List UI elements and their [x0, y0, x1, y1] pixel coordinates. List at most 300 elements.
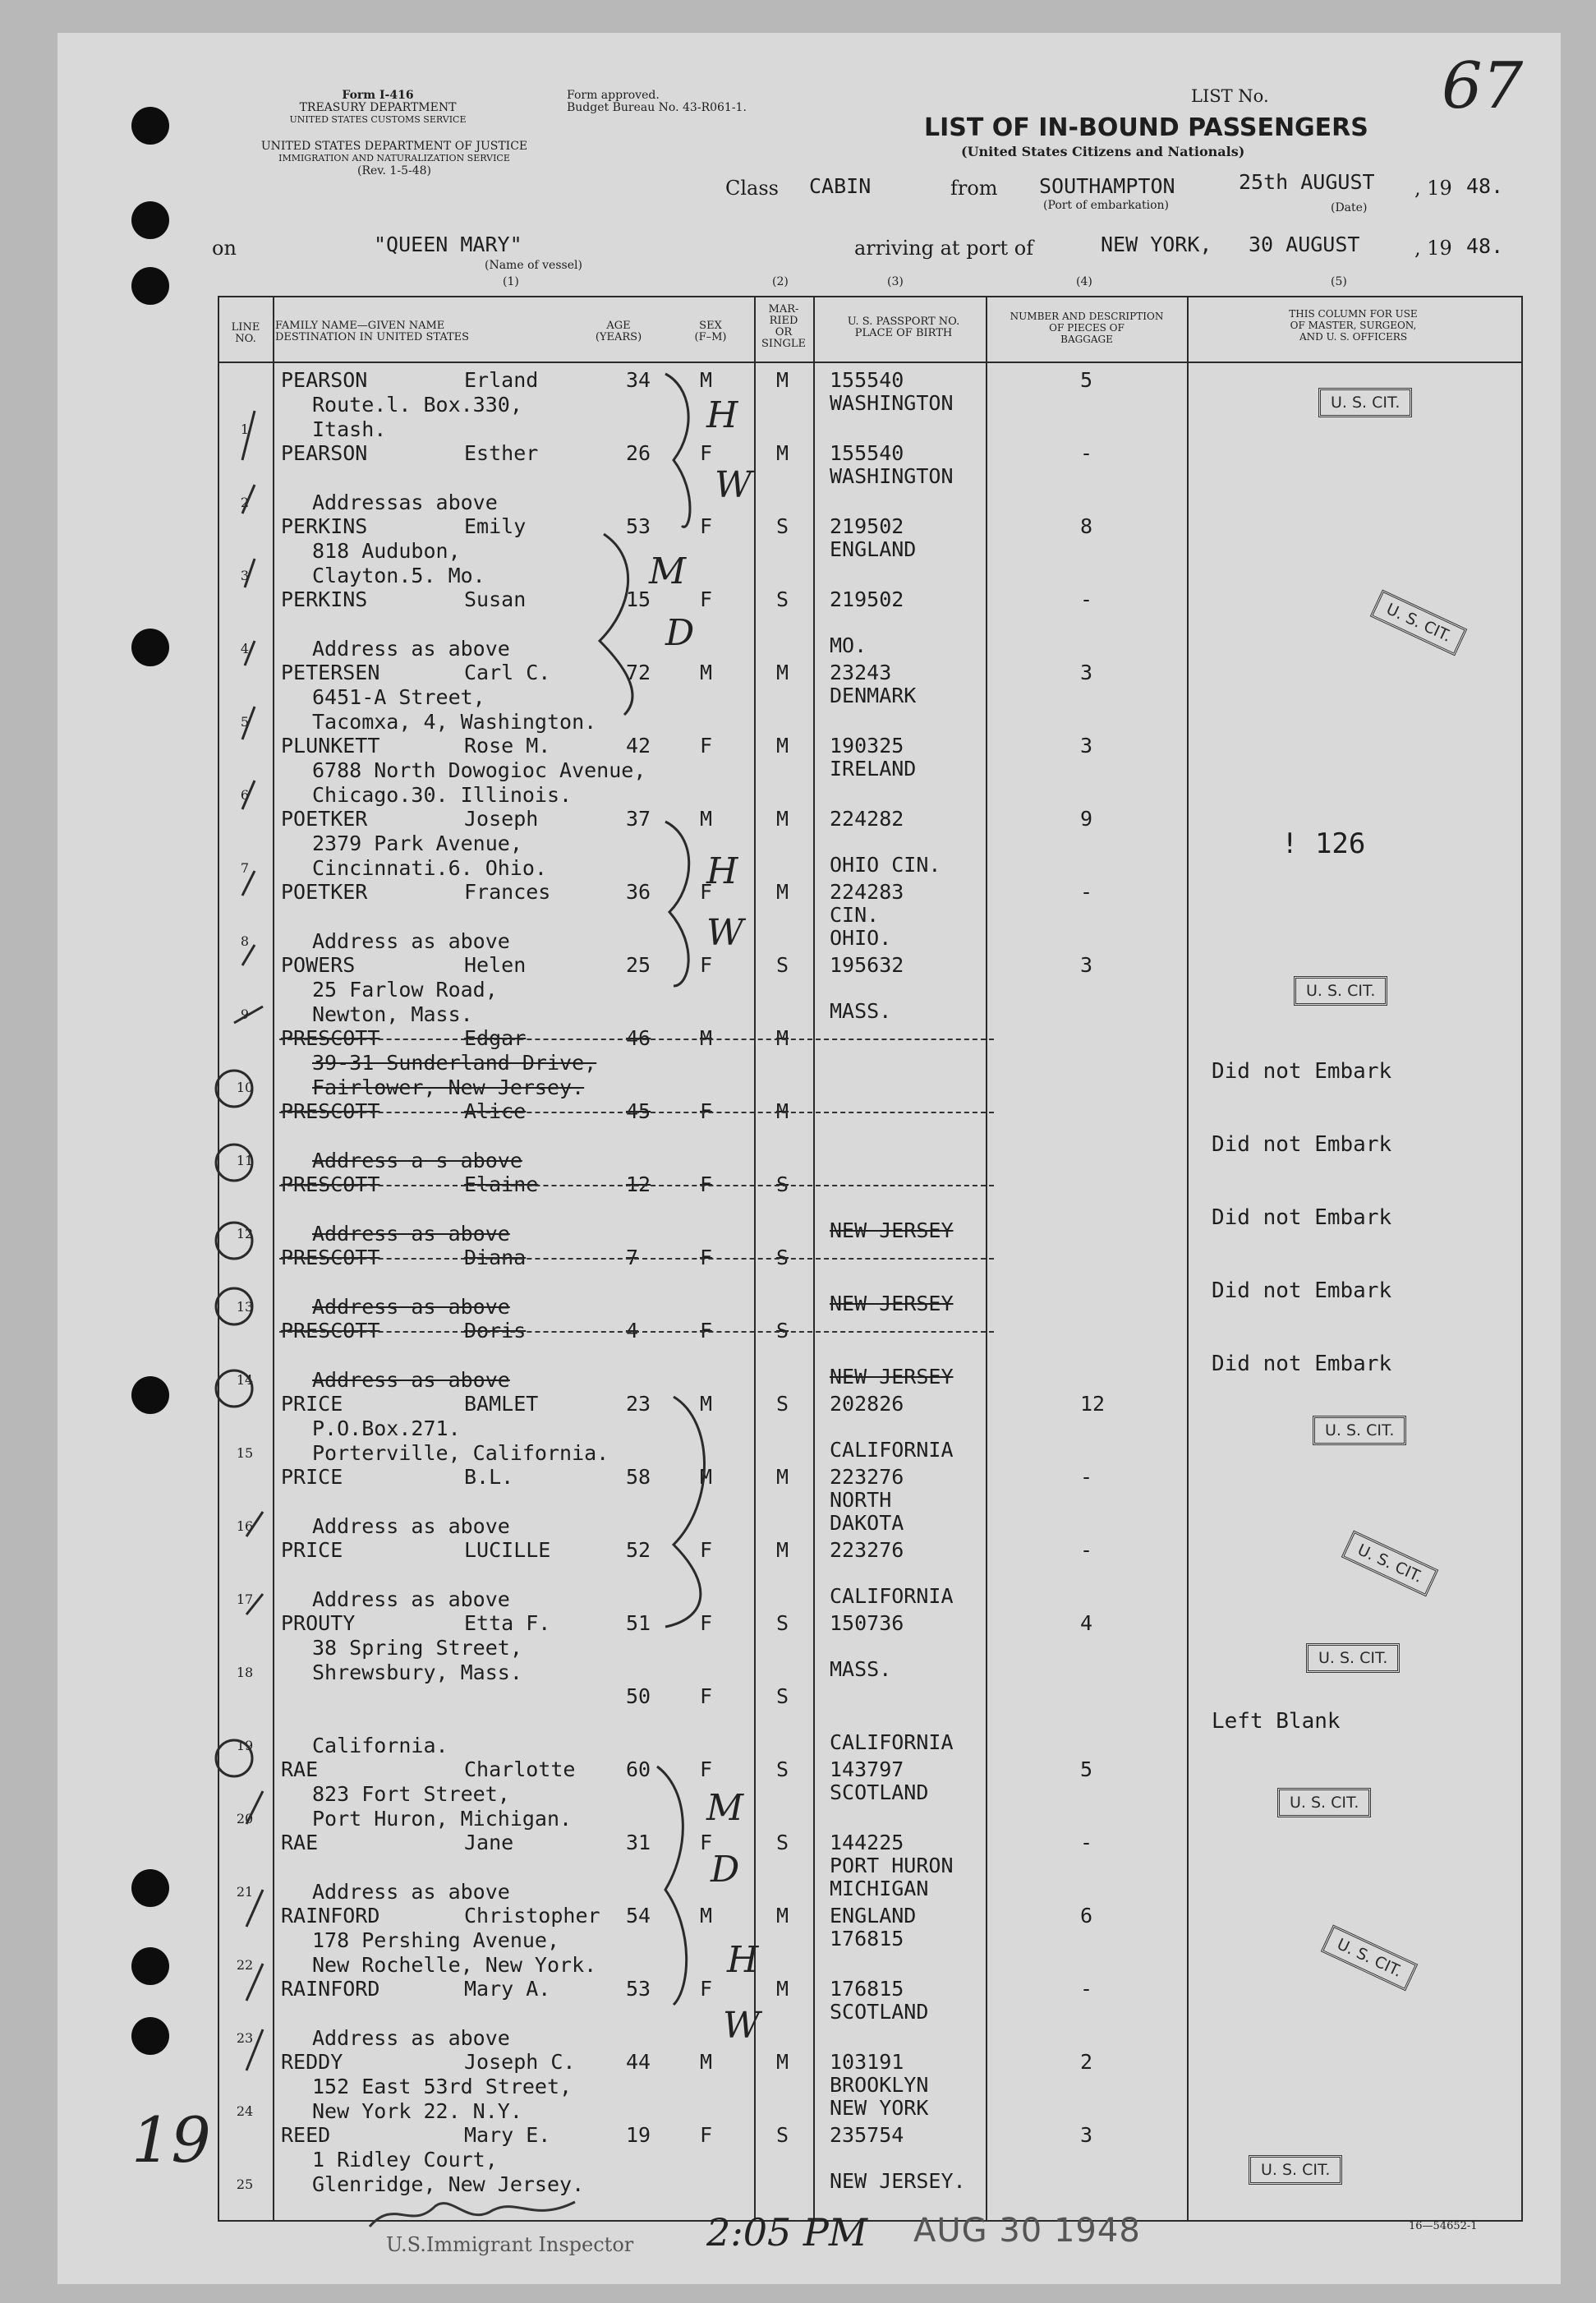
sex: M: [700, 2050, 713, 2074]
line-number: 4: [240, 641, 250, 656]
line-number: 18: [236, 1665, 254, 1680]
age: 26: [626, 441, 651, 465]
place-of-birth: 176815: [830, 1927, 904, 1951]
baggage: 3: [1080, 953, 1093, 977]
address-line-1: 178 Pershing Avenue,: [312, 1928, 560, 1952]
column-number: (2): [772, 275, 789, 288]
line-number: 21: [236, 1884, 254, 1900]
sex: F: [700, 1757, 713, 1781]
line-number: 11: [236, 1153, 254, 1168]
marital-status: S: [776, 1392, 789, 1416]
given-name: Jane: [464, 1831, 514, 1854]
marital-status: M: [776, 368, 789, 392]
us-cit-stamp: U. S. CIT.: [1306, 1643, 1400, 1673]
sex: F: [700, 1538, 713, 1562]
family-name: RAE: [281, 1831, 319, 1854]
col-age: AGE (YEARS): [595, 320, 642, 343]
budget-bureau: Budget Bureau No. 43-R061-1.: [567, 101, 747, 114]
sex: F: [700, 880, 713, 904]
place-of-birth-2: NEW JERSEY: [830, 1218, 954, 1242]
address-line-1: 818 Audubon,: [312, 539, 461, 563]
age: 54: [626, 1904, 651, 1928]
address-line-2: Address as above: [312, 929, 510, 953]
customs-service: UNITED STATES CUSTOMS SERVICE: [289, 114, 467, 125]
address-line-2: Tacomxa, 4, Washington.: [312, 710, 597, 734]
address-line-1: 38 Spring Street,: [312, 1636, 522, 1660]
arrival-year-prefix: , 19: [1414, 237, 1452, 260]
sex: F: [700, 587, 713, 611]
col-baggage: NUMBER AND DESCRIPTION OF PIECES OF BAGGAGE: [1010, 311, 1164, 345]
address-line-2: Address as above: [312, 1514, 510, 1538]
port-of-embarkation: SOUTHAMPTON: [1039, 174, 1175, 198]
line-number: 8: [240, 933, 250, 949]
place-of-birth-2: MO.: [830, 633, 867, 657]
age: 51: [626, 1611, 651, 1635]
address-line-2: Clayton.5. Mo.: [312, 564, 485, 587]
col-officers: THIS COLUMN FOR USE OF MASTER, SURGEON, AND U. S. OFFICERS: [1289, 308, 1418, 343]
line-number: 19: [236, 1738, 254, 1753]
given-name: Joseph C.: [464, 2050, 576, 2074]
place-of-birth: IRELAND: [830, 757, 917, 781]
line-number: 16: [236, 1518, 254, 1534]
family-name: PEARSON: [281, 368, 368, 392]
passport-no: 103191: [830, 2050, 904, 2074]
age: 15: [626, 587, 651, 611]
column-number: (4): [1076, 275, 1092, 288]
given-name: Rose M.: [464, 734, 551, 758]
passport-no: 219502: [830, 514, 904, 538]
age: 12: [626, 1172, 651, 1196]
given-name: Helen: [464, 953, 527, 977]
marital-status: M: [776, 807, 789, 831]
arriving-label: arriving at port of: [854, 237, 1034, 260]
address-line-2: New York 22. N.Y.: [312, 2099, 522, 2123]
sex: F: [700, 1831, 713, 1854]
place-of-birth-2: CALIFORNIA: [830, 1730, 954, 1754]
address-line-2: Address a s above: [312, 1149, 522, 1172]
arrival-date: 30 AUGUST: [1249, 233, 1360, 256]
marital-status: M: [776, 1538, 789, 1562]
address-line-1: 2379 Park Avenue,: [312, 831, 522, 855]
marital-status: S: [776, 1757, 789, 1781]
address-line-2: Newton, Mass.: [312, 1002, 473, 1026]
place-of-birth: SCOTLAND: [830, 2000, 929, 2024]
list-number-label: LIST No.: [1191, 86, 1269, 106]
marital-status: S: [776, 1611, 789, 1635]
sex: M: [700, 1465, 713, 1489]
officer-remark: ! 126: [1281, 827, 1366, 860]
family-name: PERKINS: [281, 587, 368, 611]
age: 53: [626, 1977, 651, 2001]
address-line-2: Address as above: [312, 1587, 510, 1611]
baggage: 12: [1080, 1392, 1106, 1416]
address-line-2: Address as above: [312, 637, 510, 661]
baggage: 3: [1080, 661, 1093, 684]
address-line-1: 39-31 Sunderland Drive,: [312, 1051, 597, 1075]
marital-status: M: [776, 1977, 789, 2001]
address-line-2: Address as above: [312, 1295, 510, 1319]
sex: F: [700, 2123, 713, 2147]
address-line-2: Address as above: [312, 1222, 510, 1246]
address-line-2: Itash.: [312, 417, 387, 441]
line-number: 22: [236, 1957, 254, 1973]
given-name: Emily: [464, 514, 527, 538]
line-number: 13: [236, 1299, 254, 1315]
list-number-handwritten: 67: [1442, 49, 1524, 123]
marital-status: M: [776, 661, 789, 684]
age: 31: [626, 1831, 651, 1854]
passport-no: 224282: [830, 807, 904, 831]
baggage: -: [1080, 587, 1093, 611]
passport-no: 144225: [830, 1831, 904, 1854]
us-cit-stamp: U. S. CIT.: [1313, 1416, 1406, 1445]
family-name: PRICE: [281, 1538, 343, 1562]
passport-no: 190325: [830, 734, 904, 758]
family-name: REDDY: [281, 2050, 343, 2074]
place-of-birth-2: CALIFORNIA: [830, 1584, 954, 1608]
address-line-1: 823 Fort Street,: [312, 1782, 510, 1806]
baggage: 3: [1080, 2123, 1093, 2147]
inspector-signature: [361, 2190, 591, 2239]
revision: (Rev. 1-5-48): [357, 164, 431, 177]
baggage: -: [1080, 1465, 1093, 1489]
sex: F: [700, 1172, 713, 1196]
family-name: PETERSEN: [281, 661, 380, 684]
passport-no: ENGLAND: [830, 1904, 917, 1928]
hand-annotation-h: H: [706, 394, 738, 436]
us-cit-stamp: U. S. CIT.: [1277, 1788, 1371, 1817]
family-name: PERKINS: [281, 514, 368, 538]
officer-remark: Did not Embark: [1212, 1278, 1392, 1303]
address-line-2: Glenridge, New Jersey.: [312, 2172, 585, 2196]
class-value: CABIN: [809, 174, 872, 198]
hand-annotation-h: H: [727, 1939, 759, 1981]
place-of-birth: SCOTLAND: [830, 1780, 929, 1804]
place-of-birth-2: NEW JERSEY: [830, 1292, 954, 1315]
address-line-2: Addressas above: [312, 491, 498, 514]
officer-remark: Left Blank: [1212, 1709, 1341, 1734]
address-line-2: Shrewsbury, Mass.: [312, 1660, 522, 1684]
form-approved: Form approved.: [567, 89, 660, 102]
marital-status: S: [776, 1684, 789, 1708]
hand-annotation-d: D: [665, 612, 695, 654]
given-name: Alice: [464, 1099, 527, 1123]
age: 53: [626, 514, 651, 538]
us-cit-stamp: U. S. CIT.: [1249, 2155, 1342, 2185]
family-name: PRESCOTT: [281, 1099, 380, 1123]
given-name: Charlotte: [464, 1757, 576, 1781]
address-line-2: Chicago.30. Illinois.: [312, 783, 573, 807]
page-subtitle: (United States Citizens and Nationals): [961, 144, 1245, 159]
place-of-birth: BROOKLYN: [830, 2073, 929, 2097]
date-caption: (Date): [1331, 201, 1368, 214]
baggage: 5: [1080, 368, 1093, 392]
sex: F: [700, 1611, 713, 1635]
given-name: Joseph: [464, 807, 539, 831]
address-line-2: California.: [312, 1734, 448, 1757]
age: 42: [626, 734, 651, 758]
hand-annotation-m: M: [706, 1787, 744, 1829]
officer-remark: Did not Embark: [1212, 1352, 1392, 1376]
family-name: PRESCOTT: [281, 1026, 380, 1050]
arrival-port: NEW YORK,: [1101, 233, 1212, 256]
passport-no: 202826: [830, 1392, 904, 1416]
place-of-birth-2: MASS.: [830, 999, 892, 1023]
marital-status: S: [776, 1172, 789, 1196]
passport-no: 155540: [830, 441, 904, 465]
place-of-birth-2: NEW YORK: [830, 2096, 929, 2120]
column-number: (3): [887, 275, 904, 288]
address-line-1: Route.l. Box.330,: [312, 393, 522, 417]
age: 34: [626, 368, 651, 392]
us-cit-stamp: U. S. CIT.: [1321, 1925, 1419, 1992]
given-name: Erland: [464, 368, 539, 392]
line-number: 10: [236, 1080, 254, 1095]
age: 25: [626, 953, 651, 977]
place-of-birth: DENMARK: [830, 684, 917, 707]
address-line-2: Port Huron, Michigan.: [312, 1807, 573, 1831]
family-name: PRESCOTT: [281, 1319, 380, 1343]
passport-no: 155540: [830, 368, 904, 392]
place-of-birth-2: NEW JERSEY: [830, 1365, 954, 1389]
line-number: 15: [236, 1445, 254, 1461]
given-name: Mary A.: [464, 1977, 551, 2001]
date-stamp: AUG 30 1948: [913, 2212, 1141, 2250]
arrival-year: 48.: [1466, 234, 1504, 258]
address-line-2: New Rochelle, New York.: [312, 1953, 597, 1977]
given-name: Diana: [464, 1246, 527, 1269]
given-name: Christopher: [464, 1904, 600, 1928]
sex: F: [700, 441, 713, 465]
passport-no: 224283: [830, 880, 904, 904]
sex: F: [700, 734, 713, 758]
sex: F: [700, 1099, 713, 1123]
given-name: Susan: [464, 587, 527, 611]
port-caption: (Port of embarkation): [1043, 199, 1169, 212]
family-name: POWERS: [281, 953, 356, 977]
place-of-birth: NORTH: [830, 1488, 892, 1512]
age: 4: [626, 1319, 639, 1343]
address-line-1: 6788 North Dowogioc Avenue,: [312, 758, 646, 782]
hand-annotation-d: D: [711, 1849, 740, 1891]
hand-annotation-m: M: [649, 550, 687, 592]
us-cit-stamp: U. S. CIT.: [1341, 1531, 1439, 1597]
sex: F: [700, 1977, 713, 2001]
officer-remark: Did not Embark: [1212, 1205, 1392, 1230]
age: 45: [626, 1099, 651, 1123]
line-number: 9: [240, 1006, 250, 1022]
column-number: (1): [503, 275, 519, 288]
baggage: 8: [1080, 514, 1093, 538]
age: 23: [626, 1392, 651, 1416]
line-number: 25: [236, 2176, 254, 2192]
passport-no: 219502: [830, 587, 904, 611]
line-number: 20: [236, 1811, 254, 1826]
col-passport: U. S. PASSPORT NO. PLACE OF BIRTH: [847, 316, 960, 339]
marital-status: S: [776, 1319, 789, 1343]
place-of-birth-2: MICHIGAN: [830, 1877, 929, 1900]
place-of-birth-2: DAKOTA: [830, 1511, 904, 1535]
on-label: on: [212, 237, 237, 260]
marital-status: S: [776, 1831, 789, 1854]
age: 37: [626, 807, 651, 831]
officer-remark: Did not Embark: [1212, 1132, 1392, 1157]
from-label: from: [950, 177, 998, 200]
line-number: 24: [236, 2103, 254, 2119]
sex: F: [700, 1684, 713, 1708]
passport-no: 223276: [830, 1538, 904, 1562]
passport-no: 223276: [830, 1465, 904, 1489]
marital-status: M: [776, 1026, 789, 1050]
address-line-2: Cincinnati.6. Ohio.: [312, 856, 547, 880]
address-line-1: 25 Farlow Road,: [312, 978, 498, 1002]
marital-status: M: [776, 880, 789, 904]
passport-no: 235754: [830, 2123, 904, 2147]
baggage: 5: [1080, 1757, 1093, 1781]
marital-status: S: [776, 953, 789, 977]
baggage: 2: [1080, 2050, 1093, 2074]
baggage: 6: [1080, 1904, 1093, 1928]
baggage: 4: [1080, 1611, 1093, 1635]
age: 7: [626, 1246, 639, 1269]
sex: M: [700, 661, 713, 684]
address-line-1: P.O.Box.271.: [312, 1416, 461, 1440]
form-number: Form I-416: [342, 89, 414, 102]
margin-handwritten-number: 19: [131, 2103, 211, 2176]
sex: M: [700, 1026, 713, 1050]
place-of-birth: WASHINGTON: [830, 464, 954, 488]
hand-annotation-w: W: [706, 912, 744, 954]
place-of-birth: WASHINGTON: [830, 391, 954, 415]
line-number: 2: [240, 495, 250, 510]
hand-annotation-w: W: [723, 2005, 761, 2047]
address-line-2: Fairlower, New Jersey.: [312, 1076, 585, 1099]
place-of-birth-2: MASS.: [830, 1657, 892, 1681]
col-married: MAR- RIED OR SINGLE: [761, 303, 806, 350]
page-title: LIST OF IN-BOUND PASSENGERS: [924, 113, 1368, 142]
form-code: 16—54652-1: [1409, 2220, 1478, 2232]
given-name: B.L.: [464, 1465, 514, 1489]
family-name: POETKER: [281, 880, 368, 904]
baggage: -: [1080, 1977, 1093, 2001]
baggage: -: [1080, 1538, 1093, 1562]
sex: F: [700, 953, 713, 977]
given-name: Frances: [464, 880, 551, 904]
given-name: LUCILLE: [464, 1538, 551, 1562]
age: 58: [626, 1465, 651, 1489]
line-number: 7: [240, 860, 250, 876]
marital-status: S: [776, 1246, 789, 1269]
us-cit-stamp: U. S. CIT.: [1318, 388, 1412, 417]
hand-annotation-h: H: [706, 850, 738, 892]
sex: M: [700, 1904, 713, 1928]
column-number: (5): [1331, 275, 1347, 288]
family-name: PRICE: [281, 1465, 343, 1489]
vessel-name: "QUEEN MARY": [374, 233, 522, 256]
sex: M: [700, 1392, 713, 1416]
place-of-birth: ENGLAND: [830, 537, 917, 561]
place-of-birth: CIN.: [830, 903, 880, 927]
baggage: -: [1080, 880, 1093, 904]
given-name: Doris: [464, 1319, 527, 1343]
line-number: 5: [240, 714, 250, 730]
line-number: 12: [236, 1226, 254, 1241]
family-name: PEARSON: [281, 441, 368, 465]
age: 46: [626, 1026, 651, 1050]
place-of-birth-2: OHIO CIN.: [830, 853, 941, 877]
baggage: -: [1080, 441, 1093, 465]
family-name: PLUNKETT: [281, 734, 380, 758]
officer-remark: Did not Embark: [1212, 1059, 1392, 1084]
address-line-1: 6451-A Street,: [312, 685, 485, 709]
given-name: Mary E.: [464, 2123, 551, 2147]
passport-no: 176815: [830, 1977, 904, 2001]
us-cit-stamp: U. S. CIT.: [1294, 976, 1387, 1006]
sex: F: [700, 1319, 713, 1343]
passport-no: 143797: [830, 1757, 904, 1781]
given-name: Carl C.: [464, 661, 551, 684]
age: 50: [626, 1684, 651, 1708]
family-name: REED: [281, 2123, 331, 2147]
place-of-birth-2: OHIO.: [830, 926, 892, 950]
embarkation-year: 48.: [1466, 174, 1504, 198]
sex: M: [700, 368, 713, 392]
marital-status: S: [776, 587, 789, 611]
baggage: -: [1080, 1831, 1093, 1854]
line-number: 14: [236, 1372, 254, 1388]
marital-status: M: [776, 1465, 789, 1489]
given-name: Etta F.: [464, 1611, 551, 1635]
age: 44: [626, 2050, 651, 2074]
col-sex: SEX (F–M): [694, 320, 727, 343]
baggage: 3: [1080, 734, 1093, 758]
marital-status: M: [776, 734, 789, 758]
age: 52: [626, 1538, 651, 1562]
baggage: 9: [1080, 807, 1093, 831]
marital-status: S: [776, 514, 789, 538]
passport-no: 195632: [830, 953, 904, 977]
col-name: FAMILY NAME—GIVEN NAME DESTINATION IN UNITED STATES: [275, 320, 470, 343]
class-label: Class: [725, 177, 779, 200]
ins-service: IMMIGRATION AND NATURALIZATION SERVICE: [278, 153, 510, 164]
address-line-2: Address as above: [312, 1368, 510, 1392]
marital-status: M: [776, 1904, 789, 1928]
passport-no: 23243: [830, 661, 892, 684]
line-number: 17: [236, 1591, 254, 1607]
address-line-1: 1 Ridley Court,: [312, 2148, 498, 2172]
marital-status: M: [776, 441, 789, 465]
line-number: 3: [240, 568, 250, 583]
family-name: RAE: [281, 1757, 319, 1781]
embarkation-date: 25th AUGUST: [1239, 170, 1375, 194]
place-of-birth-2: NEW JERSEY.: [830, 2169, 966, 2193]
line-number: 1: [240, 421, 250, 437]
given-name: Elaine: [464, 1172, 539, 1196]
family-name: RAINFORD: [281, 1977, 380, 2001]
sex: M: [700, 807, 713, 831]
inspector-title: U.S.Immigrant Inspector: [386, 2233, 634, 2256]
marital-status: S: [776, 2123, 789, 2147]
marital-status: M: [776, 2050, 789, 2074]
address-line-2: Address as above: [312, 2026, 510, 2050]
us-cit-stamp: U. S. CIT.: [1370, 590, 1468, 656]
age: 60: [626, 1757, 651, 1781]
address-line-2: Porterville, California.: [312, 1441, 609, 1465]
line-number: 23: [236, 2030, 254, 2046]
justice-dept: UNITED STATES DEPARTMENT OF JUSTICE: [260, 140, 528, 153]
line-number: 6: [240, 787, 250, 803]
vessel-caption: (Name of vessel): [485, 259, 582, 272]
